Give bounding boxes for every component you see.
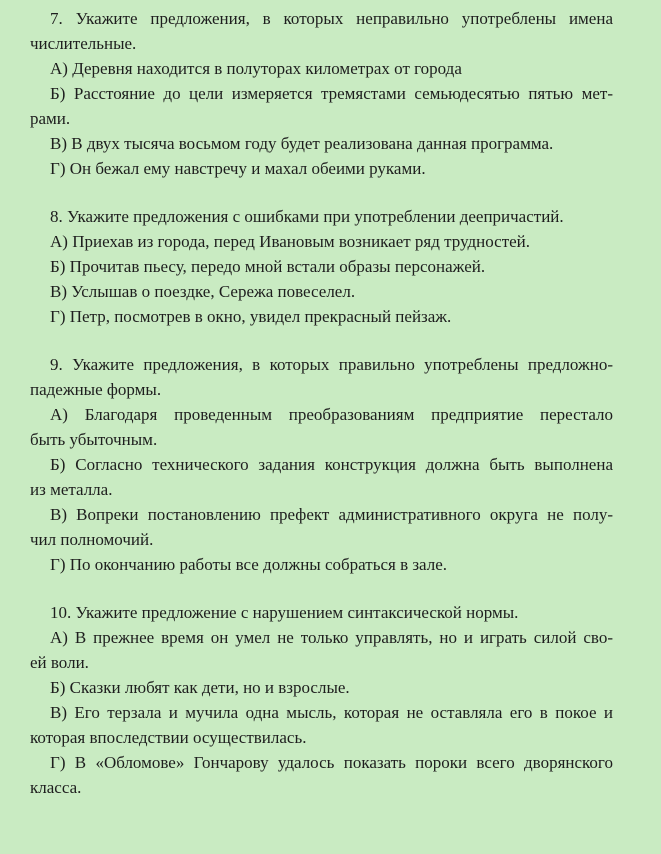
question-9-prompt-line-2: падежные формы. bbox=[30, 380, 162, 399]
question-8-option-v: В) Услышав о поездке, Сережа повеселел. bbox=[50, 282, 356, 301]
question-9-option-v-line-2: чил полномочий. bbox=[30, 530, 154, 549]
question-7-prompt-line-2: числительные. bbox=[30, 34, 137, 53]
question-10-option-g-line-1: Г) В «Обломове» Гончарову удалось показать пороки всего дворянского bbox=[50, 753, 613, 772]
question-10-option-b: Б) Сказки любят как дети, но и взрослые. bbox=[50, 678, 350, 697]
question-7 bbox=[30, 6, 613, 181]
question-10-prompt-line-1: 10. Укажите предложение с нарушением синтаксической нормы. bbox=[50, 603, 519, 622]
question-9-option-b-line-2: из металла. bbox=[30, 480, 113, 499]
question-10-option-v-line-2: которая впоследствии осуществилась. bbox=[30, 728, 307, 747]
question-7-option-a: А) Деревня находится в полуторах километрах от города bbox=[50, 59, 462, 78]
question-9 bbox=[30, 352, 613, 577]
question-9-option-a-line-2: быть убыточным. bbox=[30, 430, 158, 449]
question-9-option-g: Г) По окончанию работы все должны собраться в зале. bbox=[50, 555, 448, 574]
question-8 bbox=[30, 204, 613, 329]
question-7-prompt-line-1: 7. Укажите предложения, в которых неправильно употреблены имена bbox=[50, 9, 613, 28]
question-10-option-a-line-2: ей воли. bbox=[30, 653, 89, 672]
question-10-option-a-line-1: А) В прежнее время он умел не только управлять, но и играть силой сво- bbox=[50, 628, 613, 647]
question-8-option-a: А) Приехав из города, перед Ивановым возникает ряд трудностей. bbox=[50, 232, 531, 251]
question-8-prompt-line-1: 8. Укажите предложения с ошибками при употреблении деепричастий. bbox=[50, 207, 564, 226]
question-9-prompt-line-1: 9. Укажите предложения, в которых правильно употреблены предложно- bbox=[50, 355, 613, 374]
question-10-option-g-line-2: класса. bbox=[30, 778, 82, 797]
question-10-option-v-line-1: В) Его терзала и мучила одна мысль, которая не оставляла его в покое и bbox=[50, 703, 613, 722]
question-7-option-b-line-2: рами. bbox=[30, 109, 71, 128]
question-7-option-b-line-1: Б) Расстояние до цели измеряется тремястами семьюдесятью пятью мет- bbox=[50, 84, 613, 103]
question-9-option-v-line-1: В) Вопреки постановлению префект административного округа не полу- bbox=[50, 505, 613, 524]
question-10 bbox=[30, 600, 613, 800]
question-8-option-b: Б) Прочитав пьесу, передо мной встали образы персонажей. bbox=[50, 257, 486, 276]
question-9-option-a-line-1: А) Благодаря проведенным преобразованиям предприятие перестало bbox=[50, 405, 613, 424]
question-8-option-g: Г) Петр, посмотрев в окно, увидел прекрасный пейзаж. bbox=[50, 307, 452, 326]
question-9-option-b-line-1: Б) Согласно технического задания конструкция должна быть выполнена bbox=[50, 455, 613, 474]
question-7-option-g: Г) Он бежал ему навстречу и махал обеими руками. bbox=[50, 159, 426, 178]
question-7-option-v: В) В двух тысяча восьмом году будет реализована данная программа. bbox=[50, 134, 554, 153]
